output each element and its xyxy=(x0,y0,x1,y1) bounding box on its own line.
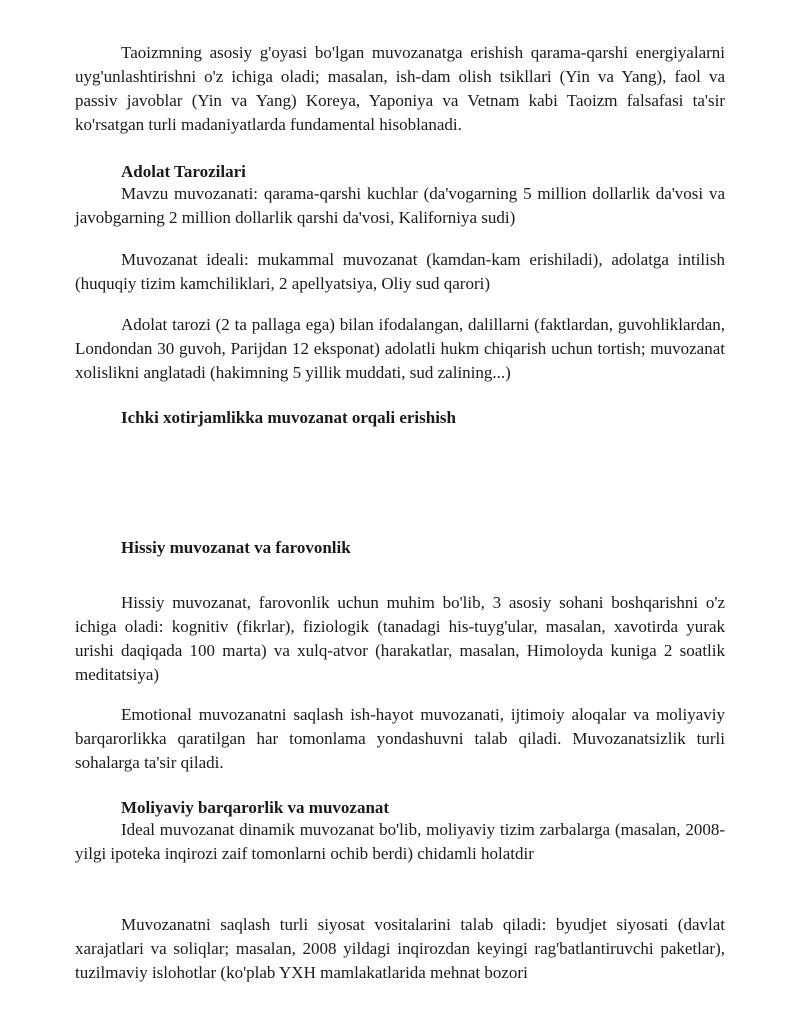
paragraph-balance-ideal: Muvozanat ideali: mukammal muvozanat (kamdan-kam erishiladi), adolatga intilish (huquqiy tizim kamchiliklari, 2 apellyatsiya, Oliy sud qarori) xyxy=(75,250,725,293)
paragraph-emotional-balance: Hissiy muvozanat, farovonlik uchun muhim bo'lib, 3 asosiy sohani boshqarishni o'z ichiga oladi: kognitiv (fikrlar), fiziologik (tanadagi his-tuyg'ular, masalan, xavotirda yurak urishi daqiqada 100 marta) va xulq-atvor (harakatlar, masalan, Himoloyda kuniga 2 soatlik meditatsiya) xyxy=(75,593,725,684)
heading-scales-of-justice: Adolat Tarozilari xyxy=(121,162,246,181)
paragraph-emotional-maintenance: Emotional muvozanatni saqlash ish-hayot muvozanati, ijtimoiy aloqalar va moliyaviy barqarorlikka qaratilgan har tomonlama yondashuvni talab qiladi. Muvozanatsizlik turli sohalarga ta'sir qiladi. xyxy=(75,705,725,772)
heading-emotional-balance: Hissiy muvozanat va farovonlik xyxy=(121,538,351,557)
paragraph-dynamic-balance: Ideal muvozanat dinamik muvozanat bo'lib, moliyaviy tizim zarbalarga (masalan, 2008-yilgi ipoteka inqirozi zaif tomonlarni ochib berdi) chidamli holatdir xyxy=(75,820,725,863)
paragraph-scales-evidence: Adolat tarozi (2 ta pallaga ega) bilan ifodalangan, dalillarni (faktlardan, guvohliklardan, Londondan 30 guvoh, Parijdan 12 eksponat) adolatli hukm chiqarish uchun tortish; muvozanat xolislikni anglatadi (hakimning 5 yillik muddati, sud zalining...) xyxy=(75,315,725,382)
paragraph-taoism: Taoizmning asosiy g'oyasi bo'lgan muvozanatga erishish qarama-qarshi energiyalarni uyg'unlashtirishni o'z ichiga oladi; masalan, ish-dam olish tsikllari (Yin va Yang), faol va passiv javoblar (Yin va Yang) Koreya, Yaponiya va Vetnam kabi Taoizm falsafasi ta'sir ko'rsatgan turli madaniyatlarda fundamental hisoblanadi. xyxy=(75,43,725,134)
heading-inner-peace: Ichki xotirjamlikka muvozanat orqali erishish xyxy=(121,408,456,427)
heading-financial-stability: Moliyaviy barqarorlik va muvozanat xyxy=(121,798,390,817)
paragraph-subject-balance: Mavzu muvozanati: qarama-qarshi kuchlar (da'vogarning 5 million dollarlik da'vosi va javobgarning 2 million dollarlik qarshi da'vosi, Kaliforniya sudi) xyxy=(75,184,725,227)
paragraph-policy-tools: Muvozanatni saqlash turli siyosat vositalarini talab qiladi: byudjet siyosati (davlat xarajatlari va soliqlar; masalan, 2008 yildagi inqirozdan keyingi rag'batlantiruvchi paketlar), tuzilmaviy islohotlar (ko'plab YXH mamlakatlarida mehnat bozori xyxy=(75,915,725,982)
